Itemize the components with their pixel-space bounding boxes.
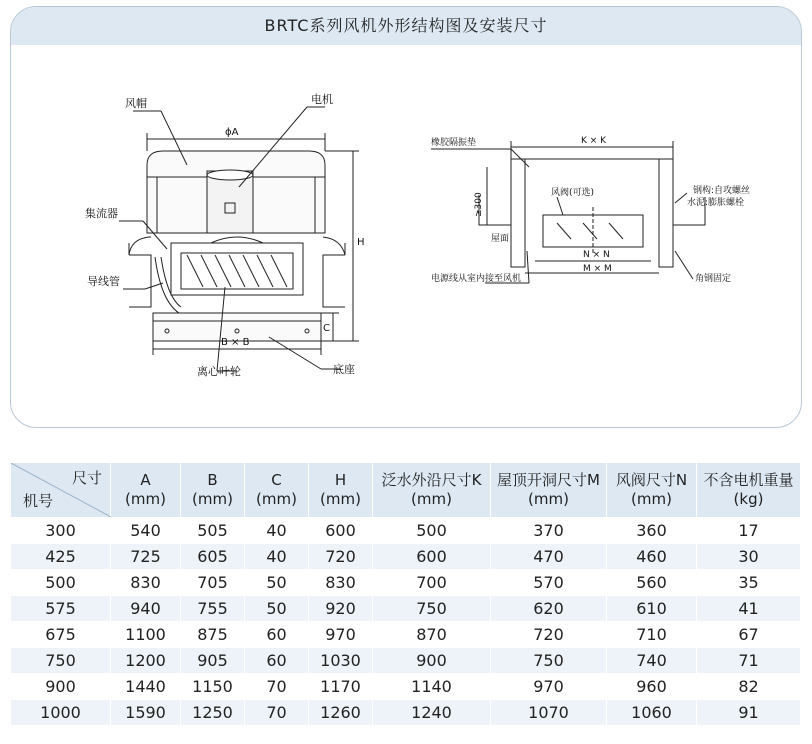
corner-bottom-label: 机号 [23, 492, 54, 510]
value-cell: 905 [181, 648, 245, 674]
value-cell: 60 [245, 648, 309, 674]
corner-header [11, 463, 111, 518]
value-cell: 560 [607, 570, 697, 596]
value-cell: 370 [491, 518, 607, 544]
value-cell: 1030 [309, 648, 373, 674]
label-dim-bxb: B × B [221, 337, 250, 348]
table-row [11, 544, 801, 570]
model-cell: 750 [11, 648, 111, 674]
label-power-line: 电源线从室内接至风机 [431, 274, 522, 284]
table-row [11, 700, 801, 726]
label-conduit: 导线管 [87, 275, 120, 288]
table-header-row [11, 463, 801, 518]
col-header-unit: (mm) [528, 490, 569, 508]
label-motor: 电机 [311, 93, 333, 106]
model-cell: 500 [11, 570, 111, 596]
label-rubber-pad: 橡胶隔振垫 [431, 138, 477, 148]
value-cell: 610 [607, 596, 697, 622]
value-cell: 720 [491, 622, 607, 648]
value-cell: 500 [373, 518, 491, 544]
value-cell: 60 [245, 622, 309, 648]
value-cell: 940 [111, 596, 181, 622]
value-cell: 1140 [373, 674, 491, 700]
col-header-name: B [207, 471, 218, 489]
label-dim-c: C [323, 323, 330, 334]
table-row [11, 622, 801, 648]
value-cell: 900 [373, 648, 491, 674]
impeller-blades [187, 255, 287, 287]
value-cell: 750 [373, 596, 491, 622]
value-cell: 540 [111, 518, 181, 544]
model-cell: 425 [11, 544, 111, 570]
corner-top-label: 尺寸 [71, 469, 102, 487]
value-cell: 35 [697, 570, 801, 596]
col-header-unit: (mm) [411, 490, 452, 508]
value-cell: 920 [309, 596, 373, 622]
table-body [11, 518, 801, 726]
value-cell: 50 [245, 596, 309, 622]
model-cell: 300 [11, 518, 111, 544]
col-header-name: A [140, 471, 151, 489]
col-header-name: 风阀尺寸N [615, 471, 688, 489]
label-dim-kxk: K × K [581, 136, 607, 146]
col-header [491, 463, 607, 518]
value-cell: 470 [491, 544, 607, 570]
value-cell: 70 [245, 674, 309, 700]
value-cell: 67 [697, 622, 801, 648]
value-cell: 700 [373, 570, 491, 596]
label-angle-steel: 角钢固定 [695, 274, 732, 284]
value-cell: 600 [373, 544, 491, 570]
value-cell: 740 [607, 648, 697, 674]
label-impeller: 离心叶轮 [197, 365, 241, 378]
value-cell: 870 [373, 622, 491, 648]
col-header-name: H [334, 471, 347, 489]
value-cell: 705 [181, 570, 245, 596]
label-base: 底座 [333, 363, 355, 376]
col-header-unit: (mm) [320, 490, 361, 508]
value-cell: 82 [697, 674, 801, 700]
table-row [11, 596, 801, 622]
label-dim-h: H [357, 237, 365, 248]
fan-drawing [11, 7, 801, 427]
value-cell: 970 [491, 674, 607, 700]
value-cell: 600 [309, 518, 373, 544]
col-header [607, 463, 697, 518]
col-header-unit: (mm) [631, 490, 672, 508]
col-header-unit: (mm) [256, 490, 297, 508]
value-cell: 755 [181, 596, 245, 622]
value-cell: 50 [245, 570, 309, 596]
value-cell: 1060 [607, 700, 697, 726]
value-cell: 1440 [111, 674, 181, 700]
value-cell: 830 [309, 570, 373, 596]
value-cell: 460 [607, 544, 697, 570]
label-dim-nxn: N × N [583, 250, 610, 260]
table-row [11, 518, 801, 544]
value-cell: 40 [245, 518, 309, 544]
value-cell: 360 [607, 518, 697, 544]
col-header [111, 463, 181, 518]
table-row [11, 648, 801, 674]
value-cell: 30 [697, 544, 801, 570]
label-roof: 屋面 [491, 234, 510, 244]
value-cell: 970 [309, 622, 373, 648]
spec-table [10, 462, 801, 726]
model-cell: 575 [11, 596, 111, 622]
col-header-name: 不含电机重量 [703, 471, 794, 489]
value-cell: 1170 [309, 674, 373, 700]
col-header-name: 屋顶开洞尺寸M [497, 471, 600, 489]
label-hood: 风帽 [125, 97, 147, 110]
col-header [309, 463, 373, 518]
diagram-panel [10, 6, 802, 428]
value-cell: 830 [111, 570, 181, 596]
value-cell: 720 [309, 544, 373, 570]
label-damper: 风阀(可选) [551, 188, 595, 198]
col-header [697, 463, 801, 518]
col-header-unit: (kg) [733, 490, 764, 508]
value-cell: 1100 [111, 622, 181, 648]
value-cell: 70 [245, 700, 309, 726]
col-header-name: C [271, 471, 282, 489]
model-cell: 675 [11, 622, 111, 648]
value-cell: 750 [491, 648, 607, 674]
value-cell: 505 [181, 518, 245, 544]
col-header-unit: (mm) [125, 490, 166, 508]
value-cell: 1070 [491, 700, 607, 726]
label-dim-a: ϕA [225, 127, 239, 138]
value-cell: 17 [697, 518, 801, 544]
label-concrete-bolt: 水泥:膨胀螺栓 [687, 198, 745, 208]
value-cell: 1200 [111, 648, 181, 674]
value-cell: 960 [607, 674, 697, 700]
label-collector: 集流器 [85, 207, 118, 220]
label-dim-300: ≥300 [474, 192, 484, 217]
table-row [11, 674, 801, 700]
value-cell: 1250 [181, 700, 245, 726]
value-cell: 40 [245, 544, 309, 570]
value-cell: 91 [697, 700, 801, 726]
value-cell: 725 [111, 544, 181, 570]
col-header [245, 463, 309, 518]
value-cell: 875 [181, 622, 245, 648]
diagram-title: BRTC系列风机外形结构图及安装尺寸 [264, 16, 548, 35]
value-cell: 605 [181, 544, 245, 570]
model-cell: 900 [11, 674, 111, 700]
col-header-name: 泛水外沿尺寸K [381, 471, 482, 489]
value-cell: 41 [697, 596, 801, 622]
col-header [373, 463, 491, 518]
value-cell: 570 [491, 570, 607, 596]
col-header-unit: (mm) [192, 490, 233, 508]
value-cell: 1590 [111, 700, 181, 726]
value-cell: 620 [491, 596, 607, 622]
value-cell: 1240 [373, 700, 491, 726]
model-cell: 1000 [11, 700, 111, 726]
value-cell: 71 [697, 648, 801, 674]
value-cell: 710 [607, 622, 697, 648]
value-cell: 1260 [309, 700, 373, 726]
value-cell: 1150 [181, 674, 245, 700]
col-header [181, 463, 245, 518]
table-row [11, 570, 801, 596]
label-steel-bolt: 钢构:自攻螺丝 [693, 186, 751, 196]
label-dim-mxm: M × M [583, 264, 612, 274]
